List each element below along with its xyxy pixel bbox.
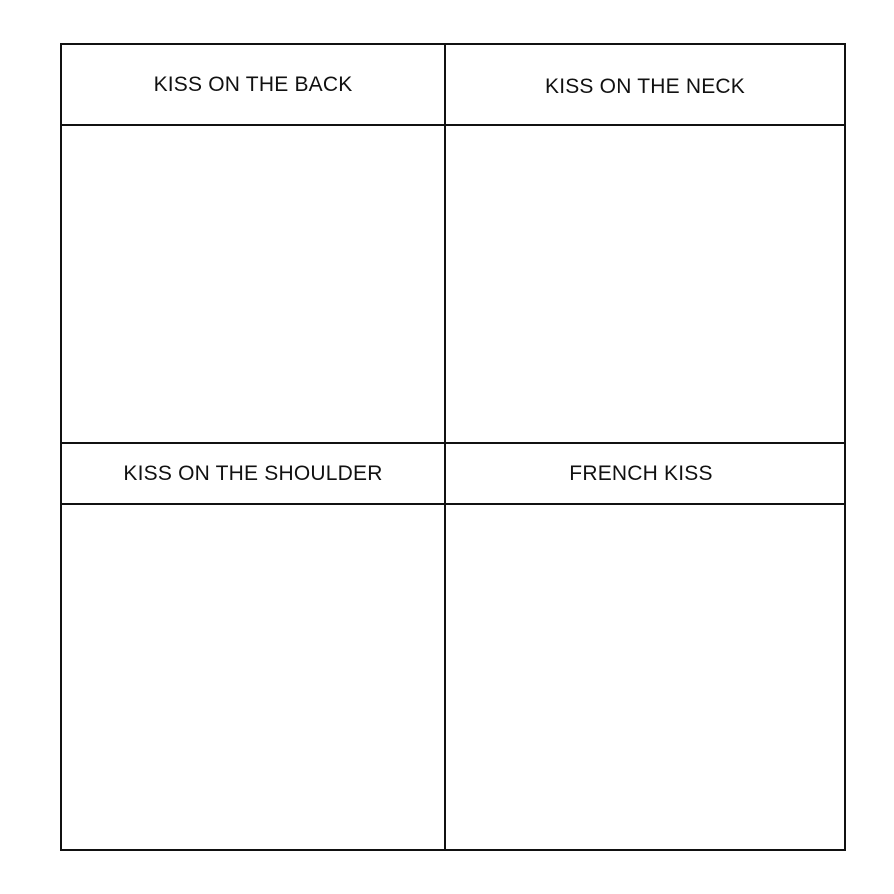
cell-label-kiss-on-the-back: KISS ON THE BACK [153,72,353,96]
drawing-panel-kiss-on-the-back [62,126,444,442]
drawing-panel-kiss-on-the-shoulder [62,505,444,849]
cell-label-french-kiss: FRENCH KISS [569,461,713,485]
drawing-panel-french-kiss [446,505,844,849]
drawing-panel-kiss-on-the-neck [446,126,844,442]
cell-label-kiss-on-the-neck: KISS ON THE NECK [544,75,746,98]
cell-label-kiss-on-the-shoulder: KISS ON THE SHOULDER [123,461,383,485]
